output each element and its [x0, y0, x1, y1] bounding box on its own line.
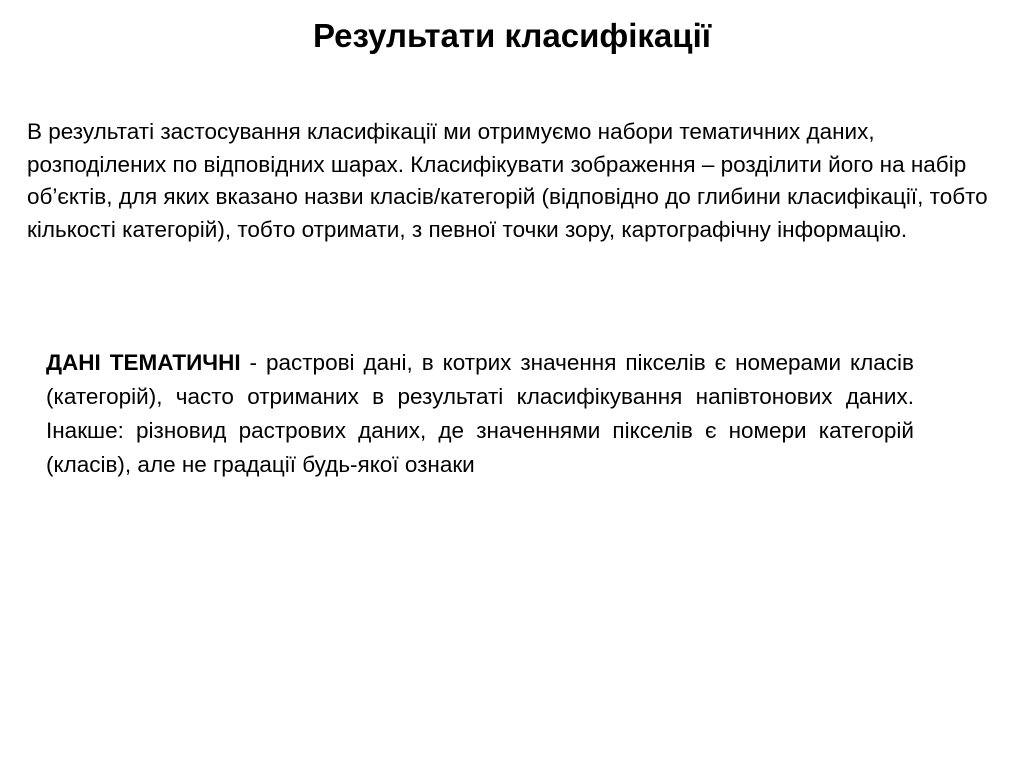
- definition-term: ДАНІ ТЕМАТИЧНІ: [46, 350, 241, 375]
- definition-paragraph: [46, 346, 914, 482]
- definition-text: - растрові дані, в котрих значення пікселів є номерами класів (категорій), часто отриманих в результаті класифікування напівтонових даних. Інакше: різновид растрових даних, де значеннями пікселів є номери категорій (класів), але не градації будь-якої ознаки: [46, 350, 914, 477]
- intro-paragraph: В результаті застосування класифікації ми отримуємо набори тематичних даних, розподілених по відповідних шарах. Класифікувати зображення – розділити його на набір об’єктів, для яких вказано назви класів/категорій (відповідно до глибини класифікації, тобто кількості категорій), тобто отримати, з певної точки зору, картографічну інформацію.: [27, 119, 988, 242]
- slide-title: Результати класифікації: [312, 17, 712, 54]
